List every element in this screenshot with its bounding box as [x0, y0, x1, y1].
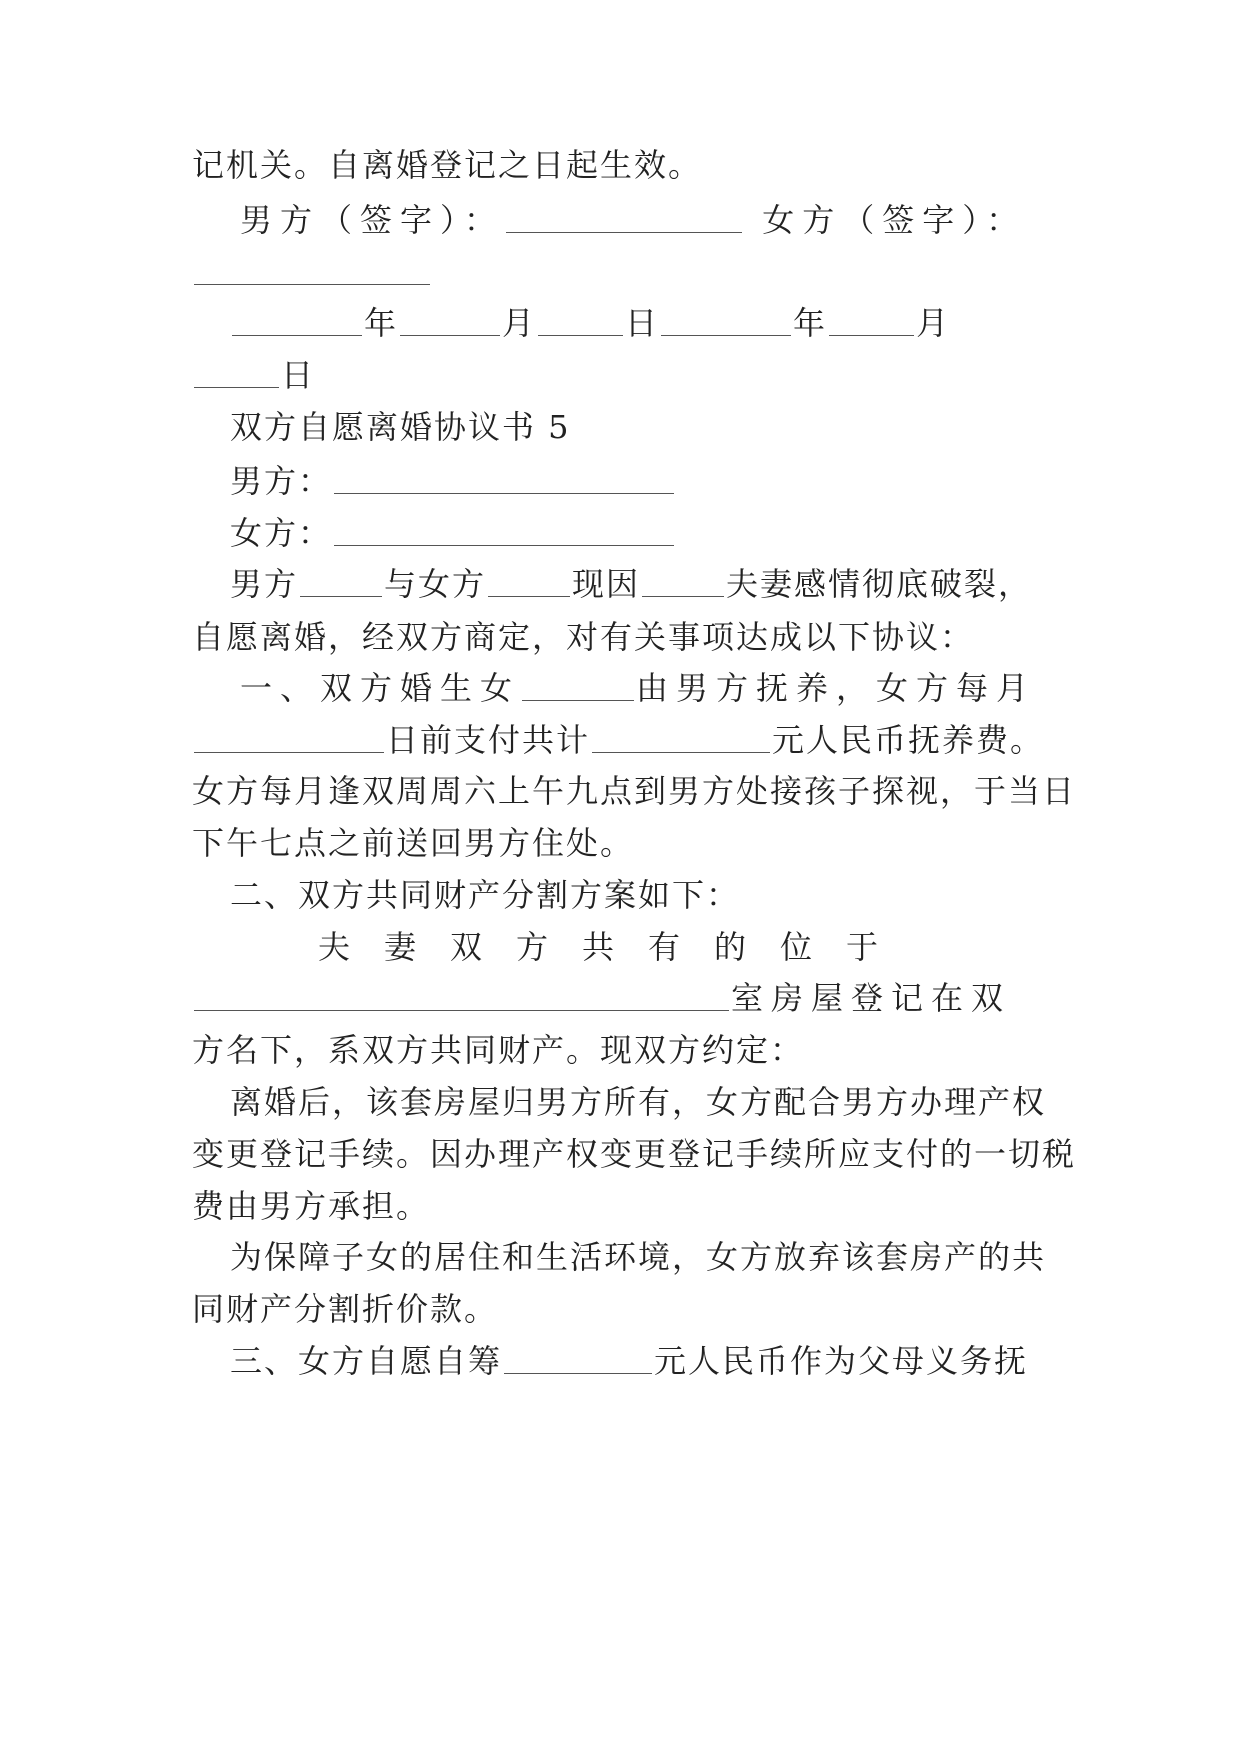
- paragraph-line: 女方每月逢双周周六上午九点到男方处接孩子探视，于当日: [192, 772, 1077, 810]
- male-party-line: 男方：: [230, 461, 1026, 501]
- male-signature-blank[interactable]: [506, 202, 742, 233]
- date-continuation: 日: [192, 355, 1052, 395]
- paragraph-line: 夫妻双方共有的位于: [318, 928, 913, 966]
- self-raised-amount-blank[interactable]: [504, 1343, 652, 1374]
- paragraph-line: 费由男方承担。: [192, 1187, 431, 1225]
- male-year-blank[interactable]: [232, 305, 362, 336]
- section-title: 双方自愿离婚协议书 5: [230, 408, 571, 446]
- paragraph-line: 日前支付共计 元人民币抚养费。: [192, 720, 1052, 760]
- daughter-name-blank[interactable]: [522, 670, 634, 701]
- female-party-line: 女方：: [230, 513, 1026, 553]
- paragraph-line: 方名下，系双方共同财产。现双方约定：: [192, 1031, 805, 1069]
- signature-line: [240, 200, 1052, 240]
- paragraph-line: 男方 与女方 现因 夫妻感情彻底破裂，: [230, 565, 1033, 603]
- male-day-blank[interactable]: [538, 305, 623, 336]
- support-amount-blank[interactable]: [592, 722, 770, 753]
- signature-continuation: [192, 252, 1052, 292]
- payment-day-blank[interactable]: [194, 722, 384, 753]
- paragraph-line: 离婚后，该套房屋归男方所有，女方配合男方办理产权: [230, 1083, 1047, 1121]
- female-name-blank[interactable]: [334, 515, 674, 546]
- male-month-blank[interactable]: [400, 305, 500, 336]
- female-year-blank[interactable]: [661, 305, 791, 336]
- reason-blank[interactable]: [642, 566, 724, 597]
- paragraph-line: 三、女方自愿自筹 元人民币作为父母义务抚: [230, 1342, 1029, 1380]
- paragraph-line: 变更登记手续。因办理产权变更登记手续所应支付的一切税: [192, 1135, 1077, 1173]
- property-address-blank[interactable]: [194, 980, 729, 1011]
- paragraph-line: 为保障子女的居住和生活环境，女方放弃该套房产的共: [230, 1238, 1047, 1276]
- male-signature-label: 男方（签字）：: [240, 201, 505, 239]
- paragraph-line: 同财产分割折价款。: [192, 1290, 499, 1328]
- female-signature-label: 女方（签字）：: [762, 201, 1027, 239]
- female-signature-blank[interactable]: [194, 254, 430, 285]
- paragraph-line: 一、双方婚生女 由男方抚养，女方每月: [240, 669, 1037, 707]
- female-month-blank[interactable]: [829, 305, 914, 336]
- paragraph-line: 下午七点之前送回男方住处。: [192, 824, 635, 862]
- paragraph-line: 自愿离婚，经双方商定，对有关事项达成以下协议：: [192, 618, 975, 656]
- female-day-blank[interactable]: [194, 357, 279, 388]
- female-blank[interactable]: [488, 566, 570, 597]
- paragraph-line: 记机关。自离婚登记之日起生效。: [192, 146, 703, 184]
- male-blank[interactable]: [300, 566, 382, 597]
- paragraph-line: 二、双方共同财产分割方案如下：: [230, 876, 741, 914]
- male-name-blank[interactable]: [334, 463, 674, 494]
- paragraph-line: 室房屋登记在双: [192, 978, 1052, 1018]
- date-line: 年 月 日 年 月: [230, 303, 1026, 343]
